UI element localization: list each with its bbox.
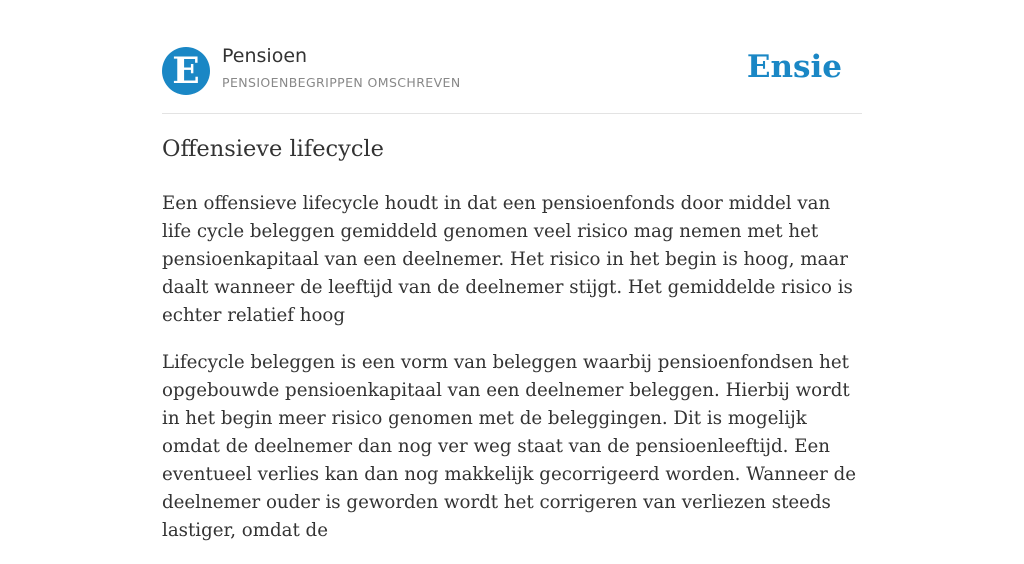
site-logo[interactable]: E (162, 47, 210, 95)
page-title: Offensieve lifecycle (162, 136, 384, 162)
content-container (162, 0, 862, 541)
article-paragraph-2: Lifecycle beleggen is een vorm van beleggen waarbij pensioenfondsen het opgebouwde pensioenkapitaal van een deelnemer beleggen. Hierbij wordt in het begin meer risico genomen met de beleggingen. Dit is mogelijk omdat de deelnemer dan nog ver weg staat van de pensioenleeftijd. Een eventueel verlies kan dan nog makkelijk gecorrigeerd worden. Wanneer de deelnemer ouder is geworden wordt het corrigeren van verliezen steeds lastiger, omdat de (162, 352, 857, 541)
brand-logo-link[interactable]: Ensie (746, 49, 842, 85)
site-subtitle: PENSIOENBEGRIPPEN OMSCHREVEN (222, 75, 461, 90)
site-header (162, 0, 862, 114)
article-body (162, 190, 862, 564)
site-title[interactable]: Pensioen (222, 45, 308, 67)
article-paragraph-1: Een offensieve lifecycle houdt in dat een pensioenfonds door middel van life cycle beleggen gemiddeld genomen veel risico mag nemen met het pensioenkapitaal van een deelnemer. Het risico in het begin is hoog, maar daalt wanneer de leeftijd van de deelnemer stijgt. Het gemiddelde risico is echter relatief hoog (162, 193, 853, 326)
